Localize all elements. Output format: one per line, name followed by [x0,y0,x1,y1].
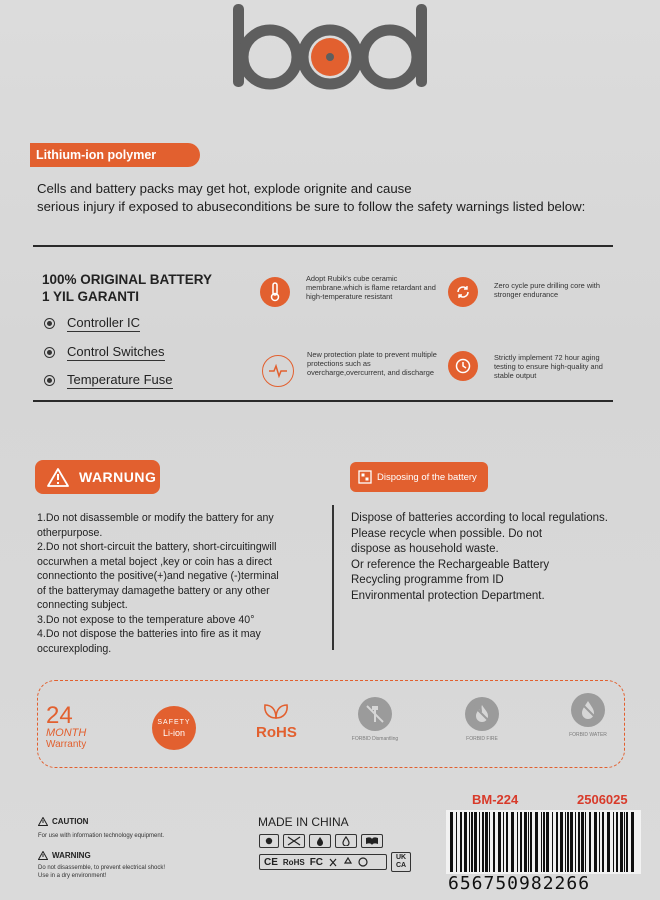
recycle-icon [343,857,353,867]
barcode-bar [493,812,495,872]
feature-text-membrane: Adopt Rubik's cube ceramic membrane.which is flame retardant and high-temperature resistant [306,274,436,301]
bullet-icon [44,375,55,386]
barcode-bar [620,812,623,872]
barcode-bar [613,812,614,872]
recycle-box-icon [358,470,372,484]
original-battery-title [42,271,212,305]
safety-line1: SAFETY [157,719,191,726]
warning-triangle-icon [38,817,48,826]
intro-line-1: Cells and battery packs may get hot, explode orignite and cause [37,181,412,196]
badges-panel [37,680,625,768]
barcode-bar [479,812,480,872]
disposal-line: Recycling programme from ID [351,574,504,586]
intro-line-2: serious injury if exposed to abuseconditions be sure to follow the safety warnings listed below: [37,199,586,214]
barcode-bar [552,812,553,872]
barcode-bar [469,812,470,872]
barcode-bar [546,812,549,872]
ce-mark: CE [264,856,278,868]
disposal-tag-label: Disposing of the battery [377,471,477,483]
warning-tag [35,460,160,494]
lithium-ion-tag: Lithium-ion polymer [30,143,200,167]
barcode-bar [530,812,532,872]
disposal-line: dispose as household waste. [351,543,499,555]
no-fire-label: FORBID FIRE [466,736,498,742]
barcode-bar [520,812,522,872]
barcode-bar [581,812,584,872]
warning-line: 4.Do not dispose the batteries into fire as it may [37,628,261,640]
fire-hazard-icon [335,834,357,848]
feature-text-protection: New protection plate to prevent multiple protections such as overcharge,overcurrent, and discharge [307,350,437,377]
divider-top [33,245,613,247]
barcode-bar [624,812,625,872]
barcode-bar [556,812,558,872]
certification-marks [259,854,387,870]
caution-title: CAUTION [52,817,89,826]
made-in-china: MADE IN CHINA [258,815,349,829]
warranty-badge [46,702,87,750]
barcode-bar [528,812,529,872]
feature-item-controller [44,314,140,332]
disposal-tag [350,462,488,492]
caution-text: For use with information technology equipment. [38,833,165,839]
barcode-bar [456,812,457,872]
barcode-bar [607,812,610,872]
symbol-row-1 [259,834,383,848]
ukca-line2: CA [395,862,407,869]
barcode-bar [489,812,490,872]
warning-text [37,511,317,656]
footer-warning-title: WARNING [52,851,91,860]
feature-item-label: Control Switches [67,343,165,359]
thermometer-icon [260,277,290,307]
barcode-bar [578,812,580,872]
warranty-word: Warranty [46,739,87,750]
symbol-row-2 [259,854,411,872]
barcode-bar [616,812,618,872]
disposal-line: Dispose of batteries according to local regulations. [351,512,608,524]
barcode-bar [565,812,566,872]
safety-line2: Li-ion [162,728,185,738]
barcode-bar [471,812,473,872]
caution-heading [38,817,164,826]
warning-line: connectionto the positive(+)and negative (-)terminal [37,570,279,582]
bod-logo [225,2,435,92]
barcode-bar [498,812,501,872]
bullet-icon [44,347,55,358]
footer-warning-heading [38,851,165,860]
feature-item-label: Controller IC [67,314,140,330]
pulse-icon [262,355,294,387]
warning-tag-label: WARNUNG [79,469,157,485]
warning-line: otherpurpose. [37,526,103,539]
barcode-bar [474,812,477,872]
barcode-bar [517,812,518,872]
disposal-line: Environmental protection Department. [351,589,545,602]
barcode-bar [585,812,586,872]
bullet-icon [44,318,55,329]
cycle-icon [448,277,478,307]
feature-item-fuse [44,371,173,389]
barcode-bar [575,812,576,872]
warranty-month: MONTH [46,727,87,739]
feature-text-cycle: Zero cycle pure drilling core with stronger endurance [494,281,600,299]
no-water-label: FORBID WATER [569,732,607,738]
warning-line: occurexploding. [37,642,112,655]
rohs-mark: RoHS [282,857,305,867]
safety-li-ion-badge [152,706,196,750]
feature-item-switches [44,343,165,361]
barcode-number: 656750982266 [448,873,591,894]
barcode-bar [631,812,634,872]
barcode-bar [602,812,604,872]
barcode-bar [570,812,573,872]
original-title-line2: 1 YIL GARANTI [42,289,140,304]
warning-line: 1.Do not disassemble or modify the battery for any [37,512,274,524]
barcode-bar [511,812,514,872]
footer-warning-block [38,851,165,880]
disposal-text [351,511,641,604]
warning-line: 2.Do not short-circuit the battery, short-circuitingwill [37,541,277,553]
barcode-bar [450,812,453,872]
warning-line: connecting subject. [37,599,128,611]
barcode-bar [506,812,508,872]
disposal-line: Or reference the Rechargeable Battery [351,558,550,571]
barcode-bar [599,812,600,872]
book-manual-icon [361,834,383,848]
disposal-line: Please recycle when possible. Do not [351,527,543,540]
ukca-mark [391,852,411,872]
caution-block [38,817,164,840]
divider-middle [33,400,613,402]
batch-code: 2506025 [577,792,628,807]
weee-bin-icon [328,857,338,867]
warning-line: 3.Do not expose to the temperature above 40° [37,613,255,626]
model-number: BM-224 [472,792,519,807]
barcode-bar [482,812,484,872]
rohs-badge [256,702,297,741]
barcode-bar [567,812,569,872]
barcode-bar [503,812,504,872]
barcode-bar [560,812,563,872]
barcode-bar [485,812,488,872]
feature-item-label: Temperature Fuse [67,371,173,387]
no-fire-icon [465,697,499,731]
no-dismantling-icon [358,697,392,731]
ukca-line1: UK [395,854,407,861]
footer-warning-text2: Use in a dry environment! [38,873,107,879]
leaf-icon [256,702,296,720]
feature-text-aging: Strictly implement 72 hour aging testing to ensure high-quality and stable output [494,353,603,380]
no-trash-icon [283,834,305,848]
battery-symbol-icon [259,834,279,848]
warranty-number: 24 [46,702,73,729]
barcode-bar [594,812,597,872]
barcode-bar [626,812,628,872]
barcode-bar [464,812,467,872]
barcode-bar [535,812,538,872]
drop-icon [309,834,331,848]
fc-mark: FC [309,856,324,868]
green-dot-icon [358,857,368,867]
barcode-bar [589,812,591,872]
original-title-line1: 100% ORIGINAL BATTERY [42,272,213,287]
footer-warning-text1: Do not disassemble, to prevent electrical shock! [38,865,166,871]
barcode-bar [541,812,542,872]
clock-icon [448,351,478,381]
warning-line: of the batterymay damagethe battery or any other [37,584,270,597]
barcode-bar [543,812,545,872]
no-dismantling-label: FORBID Dismantling [351,736,399,742]
intro-text [37,180,637,216]
rohs-label: RoHS [256,724,297,741]
barcode-bar [460,812,462,872]
vertical-divider [332,505,334,650]
warning-line: occurwhen a metal boject ,key or coin has a direct [37,555,272,568]
warning-triangle-icon [47,467,69,487]
barcode [446,810,641,874]
no-water-icon [571,693,605,727]
warning-triangle-icon [38,851,48,860]
barcode-bar [524,812,527,872]
